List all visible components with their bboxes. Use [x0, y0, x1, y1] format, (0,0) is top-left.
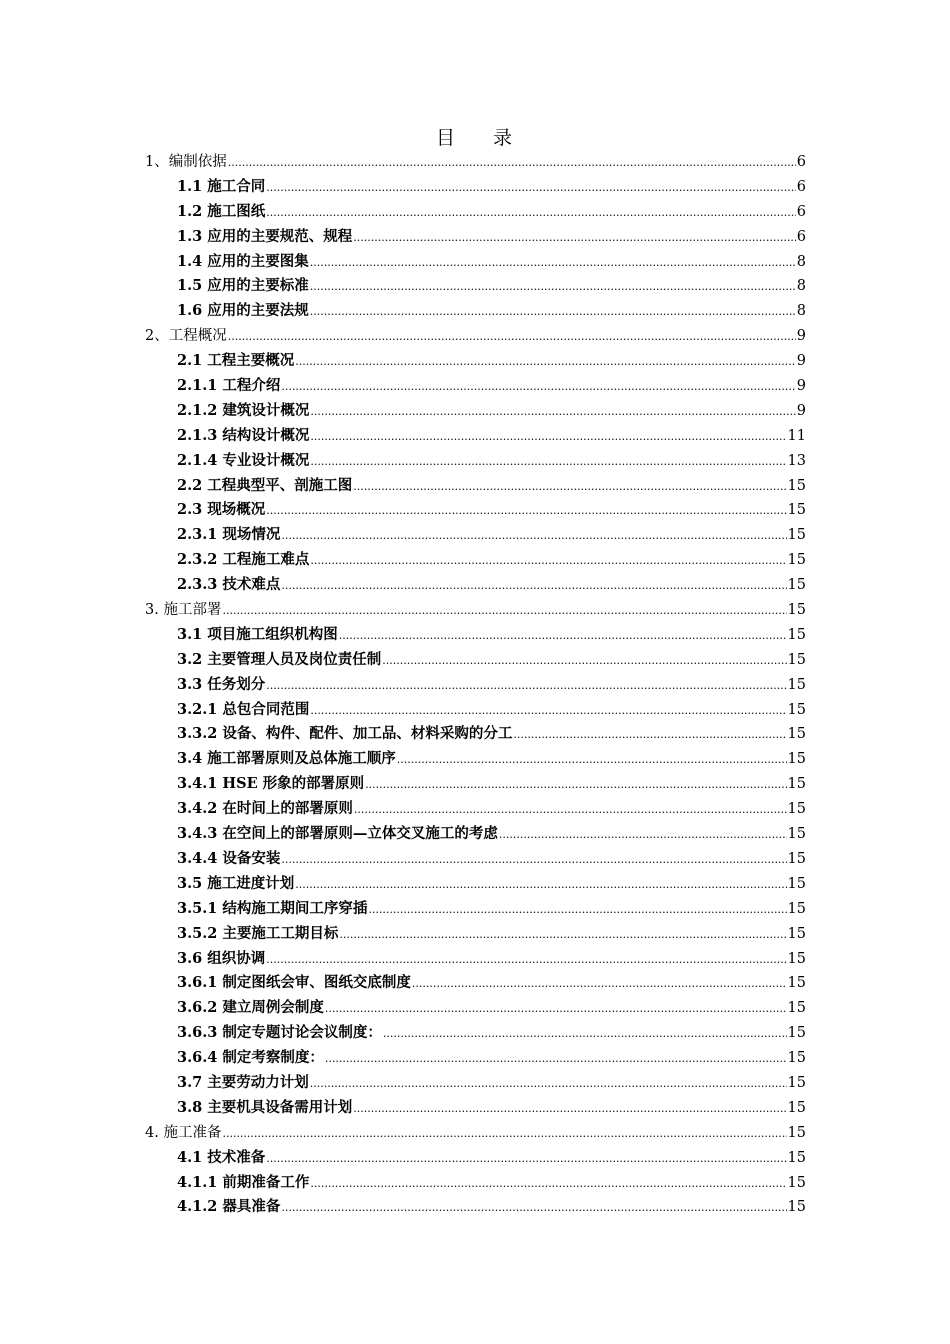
- toc-dot-leader: [310, 1071, 787, 1097]
- toc-entry-label: 1.2 施工图纸: [177, 202, 266, 220]
- toc-entry[interactable]: [145, 474, 806, 499]
- toc-dot-leader: [513, 722, 786, 748]
- toc-dot-leader: [281, 847, 786, 873]
- toc-dot-leader: [353, 225, 795, 251]
- toc-entry[interactable]: [145, 399, 806, 424]
- toc-dot-leader: [310, 1171, 786, 1197]
- toc-entry[interactable]: [145, 797, 806, 822]
- toc-dot-leader: [228, 150, 796, 176]
- toc-dot-leader: [368, 897, 786, 923]
- toc-entry-page-number: 15: [787, 826, 806, 843]
- toc-entry-page-number: 15: [787, 577, 806, 594]
- toc-entry-label: 3.4.1 HSE 形象的部署原则: [177, 775, 365, 793]
- toc-entry-page-number: 15: [787, 925, 806, 942]
- toc-entry-label: 2.1.2 建筑设计概况: [177, 401, 310, 419]
- toc-entry[interactable]: [145, 847, 806, 872]
- toc-dot-leader: [222, 1121, 786, 1147]
- toc-entry-page-number: 6: [796, 228, 806, 245]
- toc-entry-label: 3.4.4 设备安装: [177, 849, 281, 867]
- toc-entry[interactable]: [145, 822, 806, 847]
- toc-entry-label: 3.7 主要劳动力计划: [177, 1073, 309, 1091]
- toc-dot-leader: [310, 299, 796, 325]
- toc-entry[interactable]: [145, 1146, 806, 1171]
- toc-entry[interactable]: [145, 623, 806, 648]
- toc-dot-leader: [325, 996, 787, 1022]
- toc-dot-leader: [310, 548, 786, 574]
- toc-entry-label: 2.1 工程主要概况: [177, 352, 295, 370]
- toc-entry-page-number: 15: [787, 1124, 806, 1141]
- toc-entry-page-number: 11: [787, 427, 806, 444]
- toc-entry-page-number: 15: [787, 1050, 806, 1067]
- toc-dot-leader: [310, 698, 786, 724]
- toc-entry-label: 3.5 施工进度计划: [177, 874, 295, 892]
- toc-dot-leader: [295, 349, 795, 375]
- toc-entry-label: 4.1 技术准备: [177, 1148, 266, 1166]
- toc-dot-leader: [266, 947, 786, 973]
- toc-entry[interactable]: [145, 1121, 806, 1146]
- toc-dot-leader: [266, 673, 786, 699]
- toc-entry[interactable]: [145, 996, 806, 1021]
- toc-entry[interactable]: [145, 673, 806, 698]
- toc-entry-page-number: 6: [796, 154, 806, 170]
- toc-entry-page-number: 15: [787, 801, 806, 818]
- toc-dot-leader: [310, 449, 786, 475]
- toc-dot-leader: [266, 200, 795, 226]
- toc-entry-label: 2.1.1 工程介绍: [177, 377, 281, 395]
- toc-entry-label: 2.3.3 技术难点: [177, 576, 281, 594]
- toc-entry-label: 2.1.4 专业设计概况: [177, 451, 310, 469]
- toc-entry-label: 3.3 任务划分: [177, 675, 266, 693]
- toc-dot-leader: [412, 971, 787, 997]
- toc-entry-label: 3.6.2 建立周例会制度: [177, 999, 324, 1017]
- toc-entry-label: 3.5.2 主要施工工期目标: [177, 924, 339, 942]
- toc-entry-page-number: 9: [796, 402, 806, 419]
- toc-entry-label: 2、工程概况: [145, 328, 227, 345]
- toc-entry-label: 4.1.1 前期准备工作: [177, 1173, 310, 1191]
- toc-entry-page-number: 15: [787, 502, 806, 519]
- toc-entry-page-number: 8: [796, 303, 806, 320]
- toc-entry-page-number: 15: [787, 701, 806, 718]
- toc-entry-page-number: 15: [787, 626, 806, 643]
- toc-entry[interactable]: [145, 349, 806, 374]
- toc-dot-leader: [353, 1096, 786, 1122]
- toc-dot-leader: [295, 872, 786, 898]
- toc-entry-page-number: 8: [796, 278, 806, 295]
- toc-entry-page-number: 15: [787, 651, 806, 668]
- toc-entry-label: 3.4 施工部署原则及总体施工顺序: [177, 750, 396, 768]
- toc-entry-page-number: 6: [796, 203, 806, 220]
- toc-entry[interactable]: [145, 424, 806, 449]
- toc-dot-leader: [310, 424, 786, 450]
- toc-entry[interactable]: [145, 922, 806, 947]
- toc-entry-page-number: 15: [787, 1074, 806, 1091]
- toc-entry-label: 3.8 主要机具设备需用计划: [177, 1098, 353, 1116]
- toc-entry-label: 3.2.1 总包合同范围: [177, 700, 310, 718]
- toc-entry[interactable]: [145, 897, 806, 922]
- toc-entry-page-number: 15: [787, 1000, 806, 1017]
- toc-dot-leader: [222, 598, 786, 624]
- toc-title: [0, 124, 950, 152]
- toc-dot-leader: [325, 1046, 787, 1072]
- toc-dot-leader: [339, 922, 786, 948]
- toc-entry-page-number: 15: [787, 850, 806, 867]
- toc-dot-leader: [310, 250, 796, 276]
- toc-entry-page-number: 15: [787, 776, 806, 793]
- toc-entry[interactable]: [145, 573, 806, 598]
- toc-dot-leader: [281, 523, 786, 549]
- toc-entry-page-number: 6: [796, 178, 806, 195]
- toc-entry-label: 4. 施工准备: [145, 1124, 222, 1141]
- toc-entry[interactable]: [145, 175, 806, 200]
- toc-entry-label: 1.5 应用的主要标准: [177, 277, 309, 295]
- toc-entry[interactable]: [145, 299, 806, 324]
- toc-dot-leader: [266, 498, 786, 524]
- toc-entry[interactable]: [145, 1171, 806, 1196]
- toc-dot-leader: [499, 822, 787, 848]
- toc-dot-leader: [266, 175, 795, 201]
- toc-entry[interactable]: [145, 200, 806, 225]
- toc-entry[interactable]: [145, 747, 806, 772]
- toc-entry-page-number: 15: [787, 1025, 806, 1042]
- toc-entry[interactable]: [145, 498, 806, 523]
- toc-entry[interactable]: [145, 324, 806, 349]
- toc-dot-leader: [266, 1146, 786, 1172]
- toc-entry[interactable]: [145, 150, 806, 175]
- toc-entry-label: 3.6.1 制定图纸会审、图纸交底制度: [177, 974, 411, 992]
- toc-entry-label: 3.6.4 制定考察制度：: [177, 1049, 324, 1067]
- toc-entry-label: 3.3.2 设备、构件、配件、加工品、材料采购的分工: [177, 725, 513, 743]
- toc-entry[interactable]: [145, 971, 806, 996]
- toc-entry-label: 1.4 应用的主要图集: [177, 252, 309, 270]
- toc-entry-page-number: 15: [787, 676, 806, 693]
- toc-dot-leader: [281, 1195, 786, 1221]
- toc-entry[interactable]: [145, 1071, 806, 1096]
- toc-entry-label: 1、编制依据: [145, 154, 227, 170]
- toc-entry-page-number: 9: [796, 328, 806, 345]
- toc-dot-leader: [382, 648, 786, 674]
- toc-entry-label: 3.5.1 结构施工期间工序穿插: [177, 899, 368, 917]
- toc-entry[interactable]: [145, 1096, 806, 1121]
- toc-entry-label: 4.1.2 器具准备: [177, 1198, 281, 1216]
- toc-entry-page-number: 15: [787, 975, 806, 992]
- toc-dot-leader: [281, 573, 786, 599]
- toc-entry[interactable]: [145, 225, 806, 250]
- toc-entry-page-number: 15: [787, 950, 806, 967]
- toc-dot-leader: [281, 374, 795, 400]
- toc-entry[interactable]: [145, 449, 806, 474]
- toc-entry[interactable]: [145, 523, 806, 548]
- toc-entry-page-number: 9: [796, 353, 806, 370]
- toc-entry-label: 1.1 施工合同: [177, 177, 266, 195]
- toc-entry[interactable]: [145, 274, 806, 299]
- toc-entry-page-number: 9: [796, 378, 806, 395]
- toc-entry-label: 3. 施工部署: [145, 602, 222, 619]
- toc-entry-page-number: 15: [787, 527, 806, 544]
- toc-dot-leader: [397, 747, 787, 773]
- toc-entry-label: 3.6 组织协调: [177, 949, 266, 967]
- toc-entry[interactable]: [145, 698, 806, 723]
- toc-dot-leader: [310, 399, 795, 425]
- toc-entry-page-number: 15: [787, 875, 806, 892]
- toc-entry-page-number: 15: [787, 1099, 806, 1116]
- toc-entry-page-number: 15: [787, 552, 806, 569]
- toc-entry-page-number: 15: [787, 1199, 806, 1216]
- toc-entry-page-number: 13: [787, 452, 806, 469]
- toc-entry-page-number: 15: [787, 900, 806, 917]
- toc-entry-label: 3.2 主要管理人员及岗位责任制: [177, 650, 382, 668]
- toc-entry[interactable]: [145, 374, 806, 399]
- toc-entry-page-number: 15: [787, 726, 806, 743]
- toc-entry-label: 3.1 项目施工组织机构图: [177, 625, 338, 643]
- toc-entry-page-number: 15: [787, 1149, 806, 1166]
- toc-dot-leader: [354, 797, 787, 823]
- toc-entry-label: 1.6 应用的主要法规: [177, 302, 309, 320]
- toc-entry-label: 3.4.3 在空间上的部署原则—立体交叉施工的考虑: [177, 825, 498, 843]
- toc-dot-leader: [339, 623, 787, 649]
- toc-dot-leader: [228, 324, 796, 350]
- toc-entry[interactable]: [145, 250, 806, 275]
- toc-title-part2: 录: [493, 127, 515, 149]
- toc-entry-page-number: 15: [787, 477, 806, 494]
- toc-dot-leader: [365, 772, 786, 798]
- toc-entry-page-number: 8: [796, 253, 806, 270]
- toc-entry-label: 3.6.3 制定专题讨论会议制度：: [177, 1024, 382, 1042]
- toc-dot-leader: [383, 1021, 787, 1047]
- toc-entry[interactable]: [145, 648, 806, 673]
- toc-entry-label: 2.3 现场概况: [177, 501, 266, 519]
- toc-entry[interactable]: [145, 872, 806, 897]
- toc-entry[interactable]: [145, 1046, 806, 1071]
- toc-title-part1: 目: [435, 127, 457, 149]
- toc-entry-label: 2.2 工程典型平、剖施工图: [177, 476, 353, 494]
- toc-dot-leader: [353, 474, 786, 500]
- toc-entry-page-number: 15: [787, 751, 806, 768]
- toc-entry[interactable]: [145, 1195, 806, 1220]
- toc-entry[interactable]: [145, 722, 806, 747]
- toc-entry[interactable]: [145, 947, 806, 972]
- toc-entry-label: 2.3.1 现场情况: [177, 526, 281, 544]
- toc-dot-leader: [310, 274, 796, 300]
- toc-entry-label: 2.1.3 结构设计概况: [177, 426, 310, 444]
- toc-entry-page-number: 15: [787, 602, 806, 619]
- toc-entry[interactable]: [145, 548, 806, 573]
- toc-entry[interactable]: [145, 772, 806, 797]
- toc-entry-label: 3.4.2 在时间上的部署原则: [177, 800, 353, 818]
- toc-entry-page-number: 15: [787, 1174, 806, 1191]
- toc-entry[interactable]: [145, 598, 806, 623]
- toc-entry-label: 1.3 应用的主要规范、规程: [177, 227, 353, 245]
- toc-entry-label: 2.3.2 工程施工难点: [177, 551, 310, 569]
- toc-entry[interactable]: [145, 1021, 806, 1046]
- toc-list: [145, 150, 806, 1220]
